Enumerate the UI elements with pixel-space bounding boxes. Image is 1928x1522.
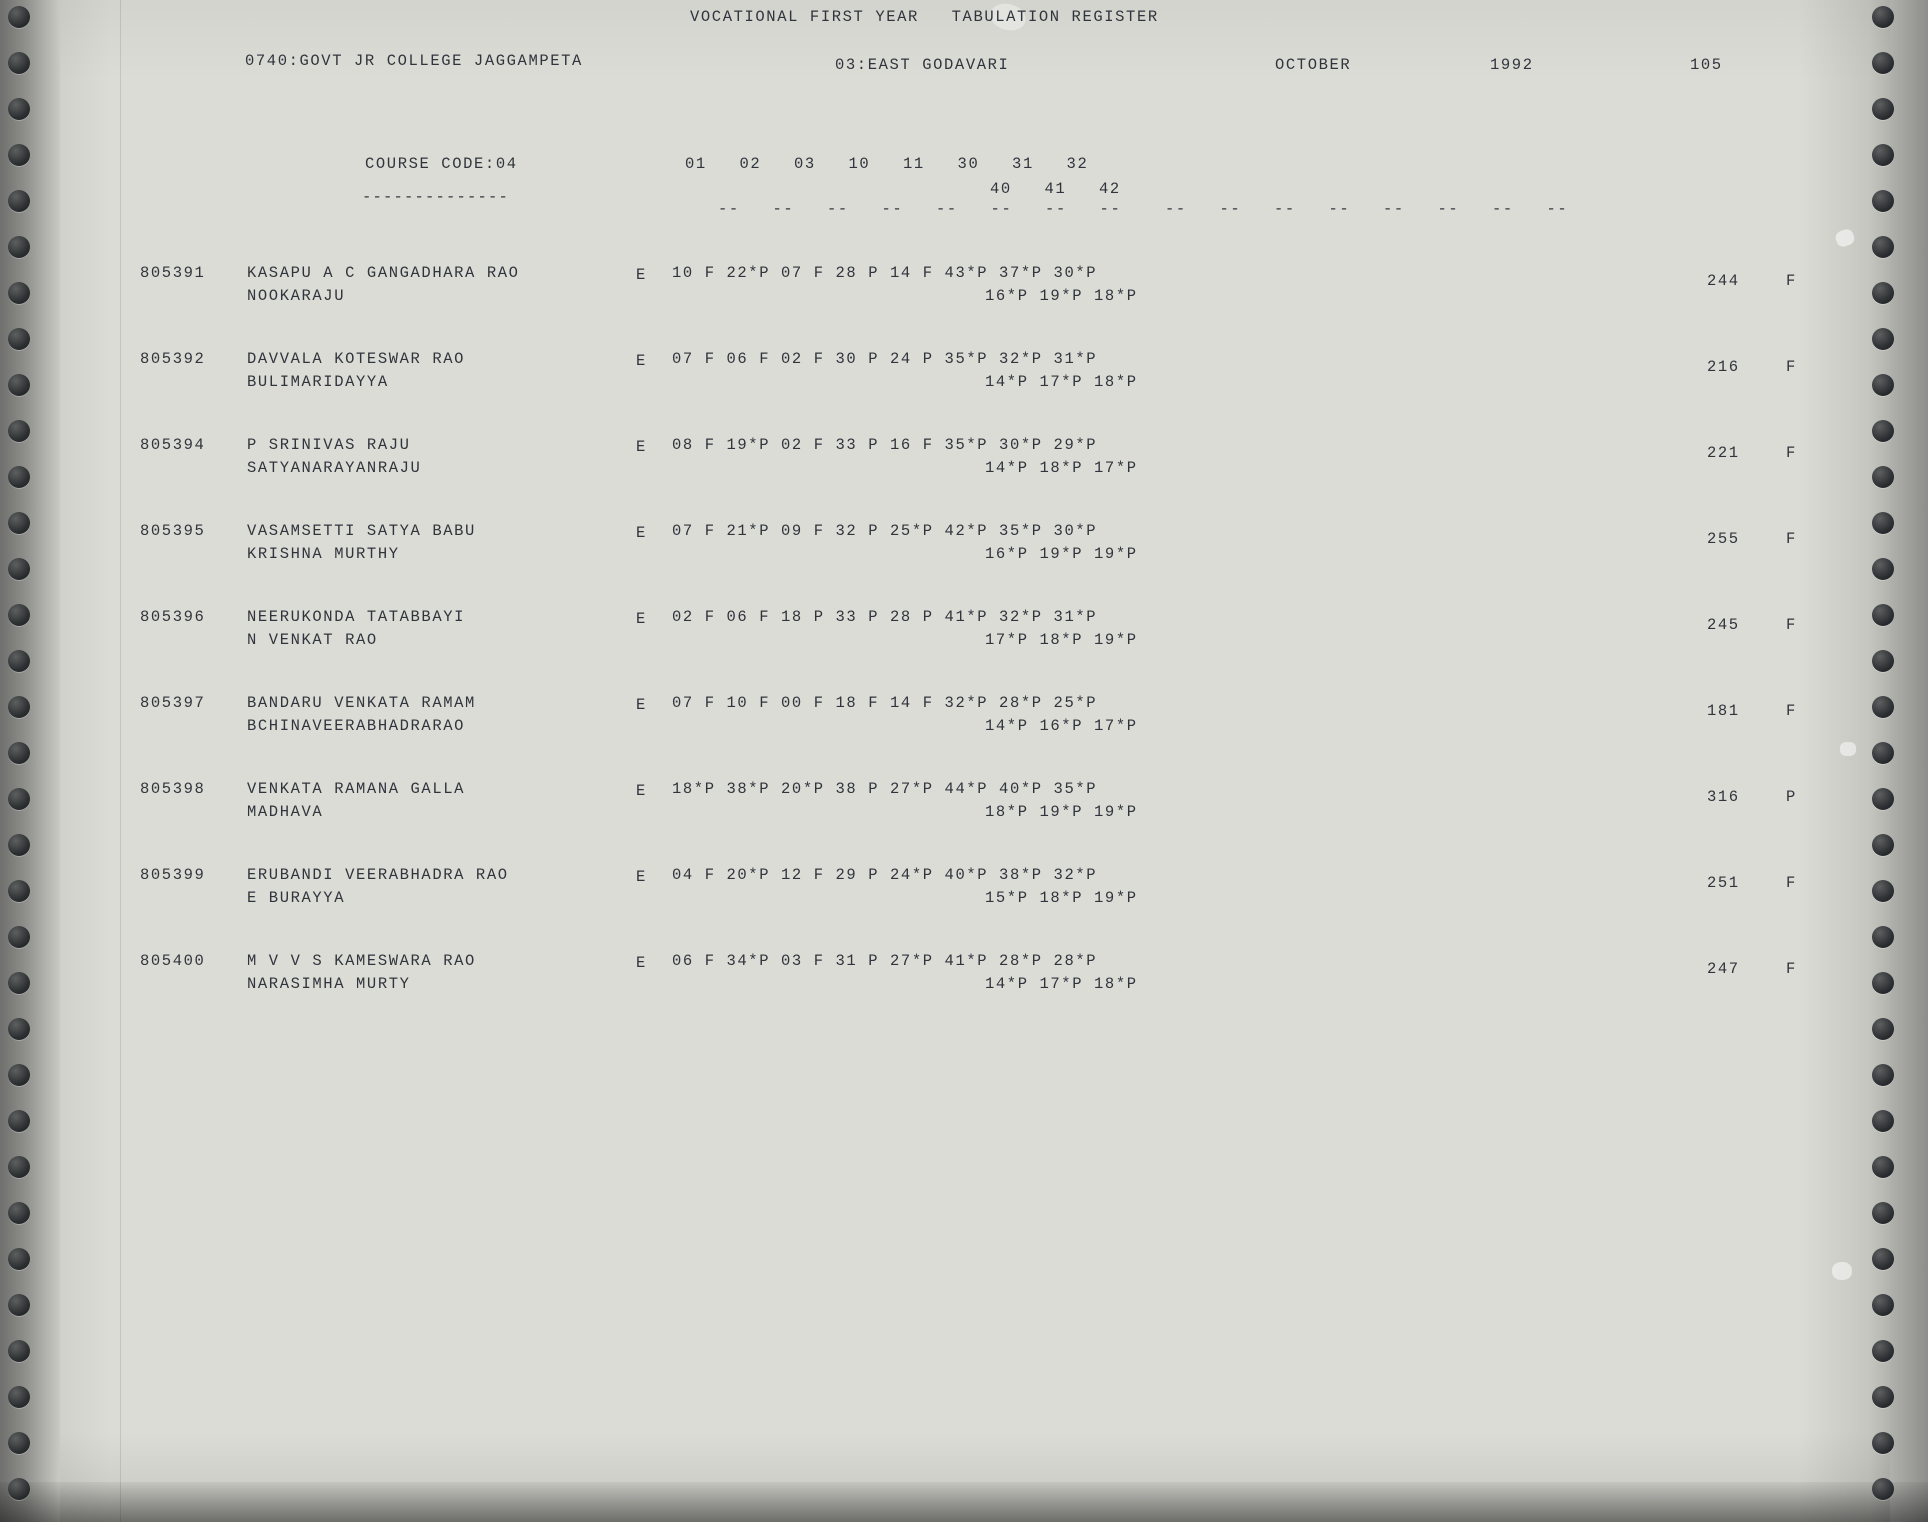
page-number: 105 (1690, 56, 1723, 74)
record-name-line-1: BANDARU VENKATA RAMAM (247, 694, 476, 712)
record-medium: E (636, 868, 647, 886)
record-name-line-2: SATYANARAYANRAJU (247, 459, 422, 477)
record-result: F (1786, 272, 1797, 290)
record-name-line-1: KASAPU A C GANGADHARA RAO (247, 264, 520, 282)
record-marks-line-2: 14*P 17*P 18*P (985, 975, 1138, 993)
record-name-line-2: NARASIMHA MURTY (247, 975, 411, 993)
document-title: VOCATIONAL FIRST YEAR TABULATION REGISTER (690, 8, 1159, 26)
record-marks-line-1: 06 F 34*P 03 F 31 P 27*P 41*P 28*P 28*P (672, 952, 1098, 970)
column-dashes: -- -- -- -- -- -- -- -- -- -- -- -- -- -- -- -- (718, 200, 1569, 218)
record-total-marks: 181 (1707, 702, 1740, 720)
record-marks-line-1: 04 F 20*P 12 F 29 P 24*P 40*P 38*P 32*P (672, 866, 1098, 884)
record-marks-line-1: 18*P 38*P 20*P 38 P 27*P 44*P 40*P 35*P (672, 780, 1098, 798)
exam-year: 1992 (1490, 56, 1534, 74)
record-total-marks: 255 (1707, 530, 1740, 548)
record-roll-number: 805394 (140, 436, 206, 454)
record-result: F (1786, 616, 1797, 634)
record-marks-line-2: 18*P 19*P 19*P (985, 803, 1138, 821)
record-roll-number: 805396 (140, 608, 206, 626)
record-total-marks: 244 (1707, 272, 1740, 290)
record-total-marks: 221 (1707, 444, 1740, 462)
record-marks-line-2: 16*P 19*P 18*P (985, 287, 1138, 305)
subject-codes-row-2: 40 41 42 (990, 180, 1121, 198)
record-marks-line-1: 07 F 21*P 09 F 32 P 25*P 42*P 35*P 30*P (672, 522, 1098, 540)
record-name-line-2: BCHINAVEERABHADRARAO (247, 717, 466, 735)
record-name-line-2: KRISHNA MURTHY (247, 545, 400, 563)
record-name-line-2: N VENKAT RAO (247, 631, 378, 649)
record-marks-line-2: 16*P 19*P 19*P (985, 545, 1138, 563)
record-total-marks: 247 (1707, 960, 1740, 978)
record-result: F (1786, 874, 1797, 892)
record-marks-line-1: 07 F 10 F 00 F 18 F 14 F 32*P 28*P 25*P (672, 694, 1098, 712)
record-result: F (1786, 358, 1797, 376)
record-roll-number: 805397 (140, 694, 206, 712)
record-result: F (1786, 530, 1797, 548)
record-result: P (1786, 788, 1797, 806)
record-medium: E (636, 352, 647, 370)
record-name-line-2: BULIMARIDAYYA (247, 373, 389, 391)
record-name-line-1: ERUBANDI VEERABHADRA RAO (247, 866, 509, 884)
record-marks-line-2: 15*P 18*P 19*P (985, 889, 1138, 907)
record-roll-number: 805395 (140, 522, 206, 540)
record-name-line-2: MADHAVA (247, 803, 324, 821)
record-marks-line-1: 10 F 22*P 07 F 28 P 14 F 43*P 37*P 30*P (672, 264, 1098, 282)
record-medium: E (636, 954, 647, 972)
record-total-marks: 251 (1707, 874, 1740, 892)
record-name-line-1: P SRINIVAS RAJU (247, 436, 411, 454)
record-name-line-1: VENKATA RAMANA GALLA (247, 780, 466, 798)
record-total-marks: 316 (1707, 788, 1740, 806)
record-result: F (1786, 444, 1797, 462)
record-name-line-1: DAVVALA KOTESWAR RAO (247, 350, 466, 368)
college-name: 0740:GOVT JR COLLEGE JAGGAMPETA (245, 52, 583, 70)
record-marks-line-2: 14*P 18*P 17*P (985, 459, 1138, 477)
record-roll-number: 805391 (140, 264, 206, 282)
record-roll-number: 805400 (140, 952, 206, 970)
subject-codes-row-1: 01 02 03 10 11 30 31 32 (685, 155, 1089, 173)
record-name-line-2: E BURAYYA (247, 889, 346, 907)
record-marks-line-2: 17*P 18*P 19*P (985, 631, 1138, 649)
record-total-marks: 216 (1707, 358, 1740, 376)
record-marks-line-2: 14*P 16*P 17*P (985, 717, 1138, 735)
record-marks-line-1: 07 F 06 F 02 F 30 P 24 P 35*P 32*P 31*P (672, 350, 1098, 368)
record-medium: E (636, 524, 647, 542)
exam-month: OCTOBER (1275, 56, 1352, 74)
record-marks-line-1: 02 F 06 F 18 P 33 P 28 P 41*P 32*P 31*P (672, 608, 1098, 626)
record-total-marks: 245 (1707, 616, 1740, 634)
record-medium: E (636, 266, 647, 284)
record-roll-number: 805398 (140, 780, 206, 798)
record-name-line-1: M V V S KAMESWARA RAO (247, 952, 476, 970)
course-code-underline: -------------- (362, 188, 510, 206)
record-name-line-2: NOOKARAJU (247, 287, 346, 305)
record-name-line-1: VASAMSETTI SATYA BABU (247, 522, 476, 540)
record-marks-line-2: 14*P 17*P 18*P (985, 373, 1138, 391)
record-result: F (1786, 702, 1797, 720)
record-medium: E (636, 438, 647, 456)
course-code-label: COURSE CODE:04 (365, 155, 518, 173)
record-roll-number: 805392 (140, 350, 206, 368)
record-medium: E (636, 782, 647, 800)
record-name-line-1: NEERUKONDA TATABBAYI (247, 608, 466, 626)
district-name: 03:EAST GODAVARI (835, 56, 1010, 74)
record-roll-number: 805399 (140, 866, 206, 884)
record-marks-line-1: 08 F 19*P 02 F 33 P 16 F 35*P 30*P 29*P (672, 436, 1098, 454)
record-medium: E (636, 696, 647, 714)
record-result: F (1786, 960, 1797, 978)
record-medium: E (636, 610, 647, 628)
